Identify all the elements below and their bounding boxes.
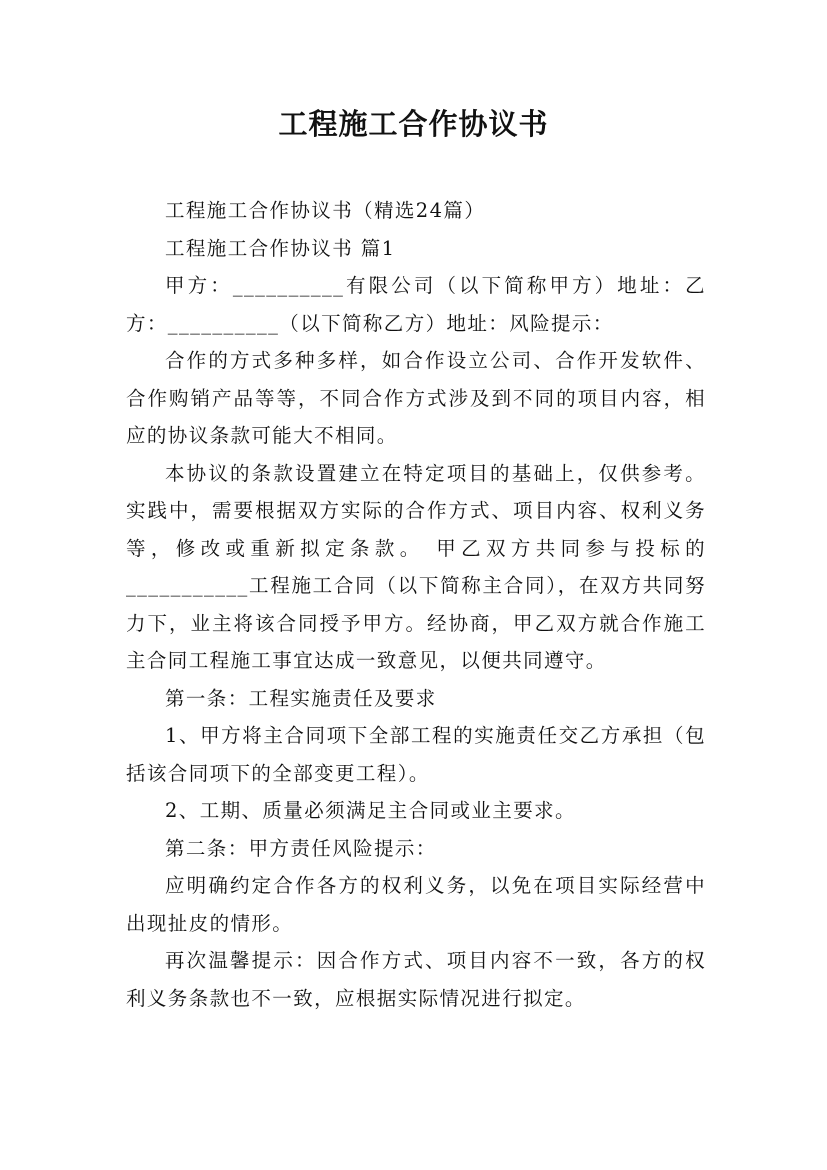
body-paragraph: 再次温馨提示：因合作方式、项目内容不一致，各方的权利义务条款也不一致，应根据实际情况进行拟定。 (126, 949, 706, 1010)
body-paragraph: 合作的方式多种多样，如合作设立公司、合作开发软件、合作购销产品等等，不同合作方式涉及到不同的项目内容，相应的协议条款可能大不相同。 (126, 349, 706, 447)
article-heading: 第一条：工程实施责任及要求 (165, 686, 437, 710)
section-heading: 工程施工合作协议书 篇1 (165, 236, 396, 260)
article-heading: 第二条：甲方责任风险提示： (165, 836, 437, 860)
document-body (126, 192, 706, 1017)
clause-paragraph: 2、工期、质量必须满足主合同或业主要求。 (165, 799, 576, 822)
document-title: 工程施工合作协议书 (278, 107, 549, 141)
parties-paragraph: 甲方：__________有限公司（以下简称甲方）地址：乙方：__________（以下简称乙方）地址：风险提示： (126, 274, 706, 335)
clause-paragraph: 1、甲方将主合同项下全部工程的实施责任交乙方承担（包括该合同项下的全部变更工程）。 (126, 724, 706, 785)
subtitle-paragraph: 工程施工合作协议书（精选24篇） (165, 199, 486, 222)
body-paragraph: 本协议的条款设置建立在特定项目的基础上，仅供参考。实践中，需要根据双方实际的合作方式、项目内容、权利义务等，修改或重新拟定条款。 甲乙双方共同参与投标的___________工程施工合同（以下简称主合同），在双方共同努力下，业主将该合同授予甲方。经协商，甲乙双方就合作施工主合同工程施工事宜达成一致意见，以便共同遵守。 (126, 461, 706, 672)
body-paragraph: 应明确约定合作各方的权利义务，以免在项目实际经营中出现扯皮的情形。 (126, 874, 706, 935)
